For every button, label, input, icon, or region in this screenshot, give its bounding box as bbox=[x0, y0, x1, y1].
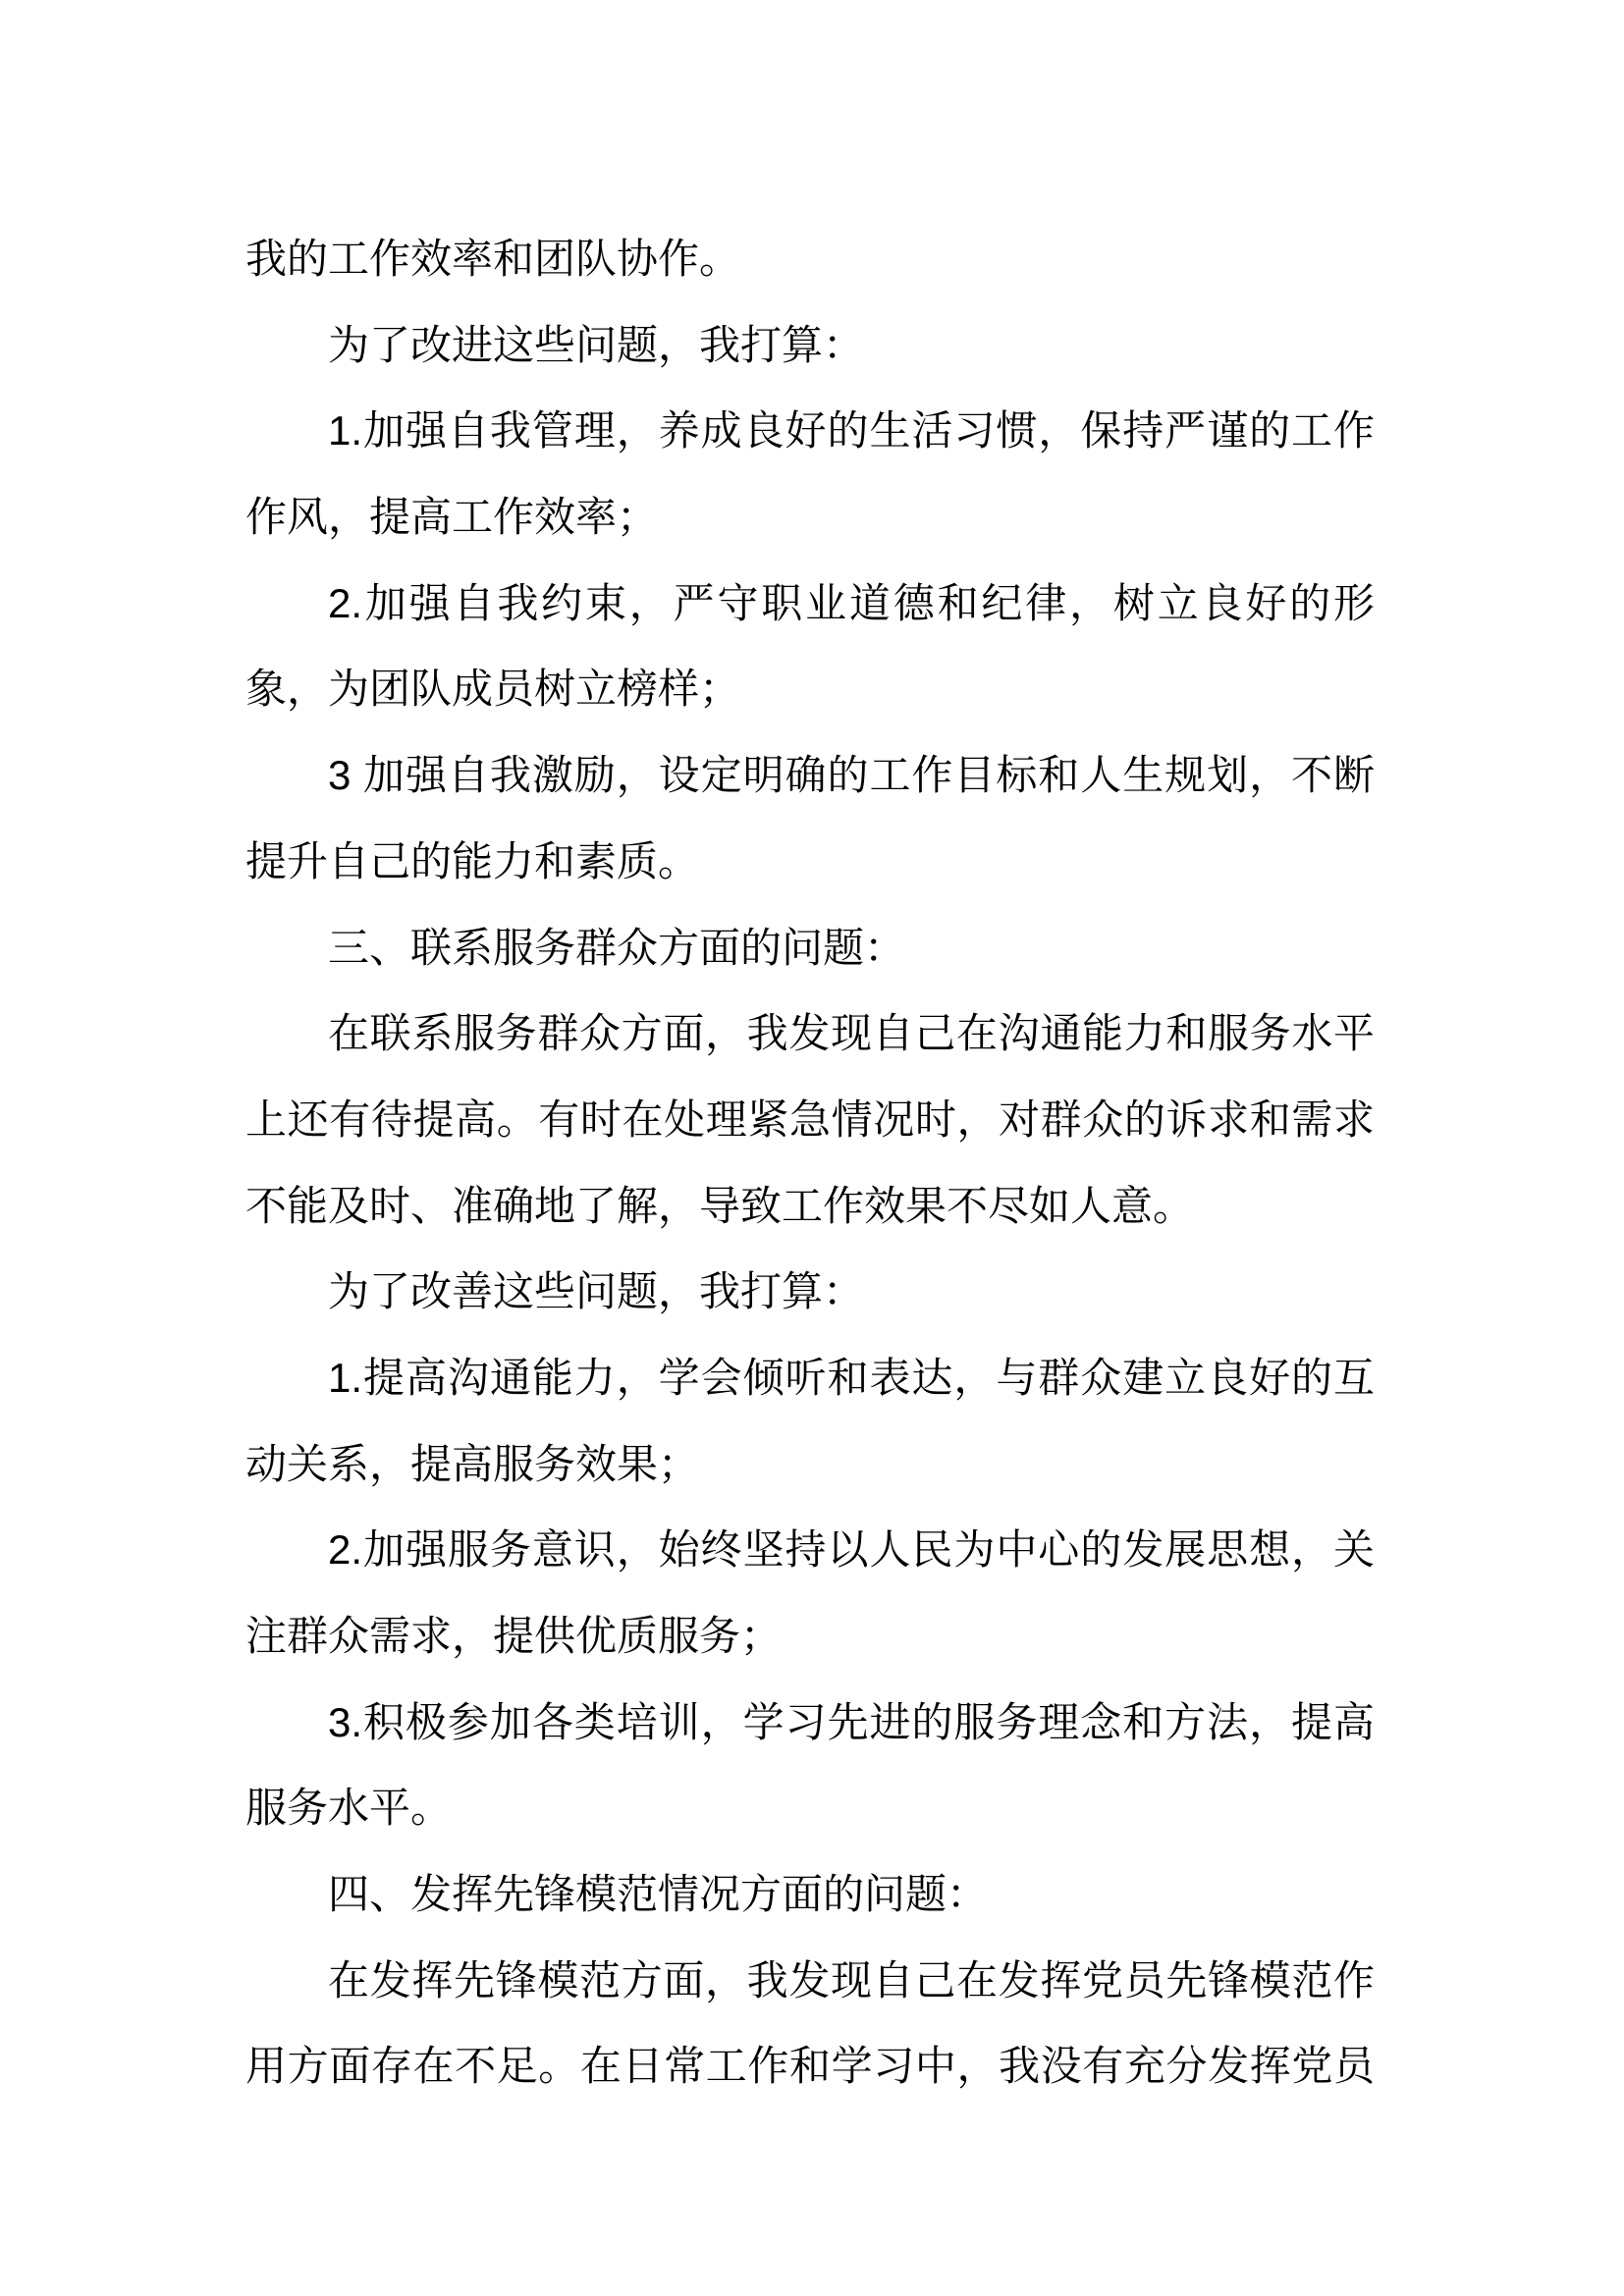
document-line: 动关系，提高服务效果； bbox=[245, 1440, 700, 1487]
document-line: 1.加强自我管理，养成良好的生活习惯，保持严谨的工作 bbox=[328, 407, 1375, 454]
document-line: 1.提高沟通能力，学会倾听和表达，与群众建立良好的互 bbox=[328, 1354, 1375, 1401]
document-line: 三、联系服务群众方面的问题： bbox=[328, 924, 906, 971]
document-line: 象，为团队成员树立榜样； bbox=[245, 666, 741, 713]
document-line: 2.加强自我约束，严守职业道德和纪律，树立良好的形 bbox=[328, 579, 1375, 626]
document-line: 四、发挥先锋模范情况方面的问题： bbox=[328, 1871, 989, 1918]
document-line: 服务水平。 bbox=[245, 1785, 453, 1832]
document-line: 3 加强自我激励，设定明确的工作目标和人生规划，不断 bbox=[328, 752, 1375, 799]
document-line: 为了改进这些问题，我打算： bbox=[328, 321, 865, 368]
document-text-block bbox=[245, 216, 1375, 2109]
document-line: 2.加强服务意识，始终坚持以人民为中心的发展思想，关 bbox=[328, 1526, 1375, 1574]
document-line: 不能及时、准确地了解，导致工作效果不尽如人意。 bbox=[245, 1182, 1195, 1229]
document-line: 在发挥先锋模范方面，我发现自己在发挥党员先锋模范作 bbox=[328, 1956, 1375, 2003]
document-line: 注群众需求，提供优质服务； bbox=[245, 1613, 783, 1659]
document-line: 上还有待提高。有时在处理紧急情况时，对群众的诉求和需求 bbox=[245, 1095, 1375, 1143]
document-line: 提升自己的能力和素质。 bbox=[245, 837, 700, 884]
document-line: 我的工作效率和团队协作。 bbox=[245, 236, 741, 282]
document-line: 用方面存在不足。在日常工作和学习中，我没有充分发挥党员 bbox=[245, 2043, 1375, 2090]
document-line: 作风，提高工作效率； bbox=[245, 494, 659, 541]
document-line: 3.积极参加各类培训，学习先进的服务理念和方法，提高 bbox=[328, 1698, 1375, 1745]
document-line: 在联系服务群众方面，我发现自己在沟通能力和服务水平 bbox=[328, 1010, 1375, 1057]
document-line: 为了改善这些问题，我打算： bbox=[328, 1268, 865, 1315]
